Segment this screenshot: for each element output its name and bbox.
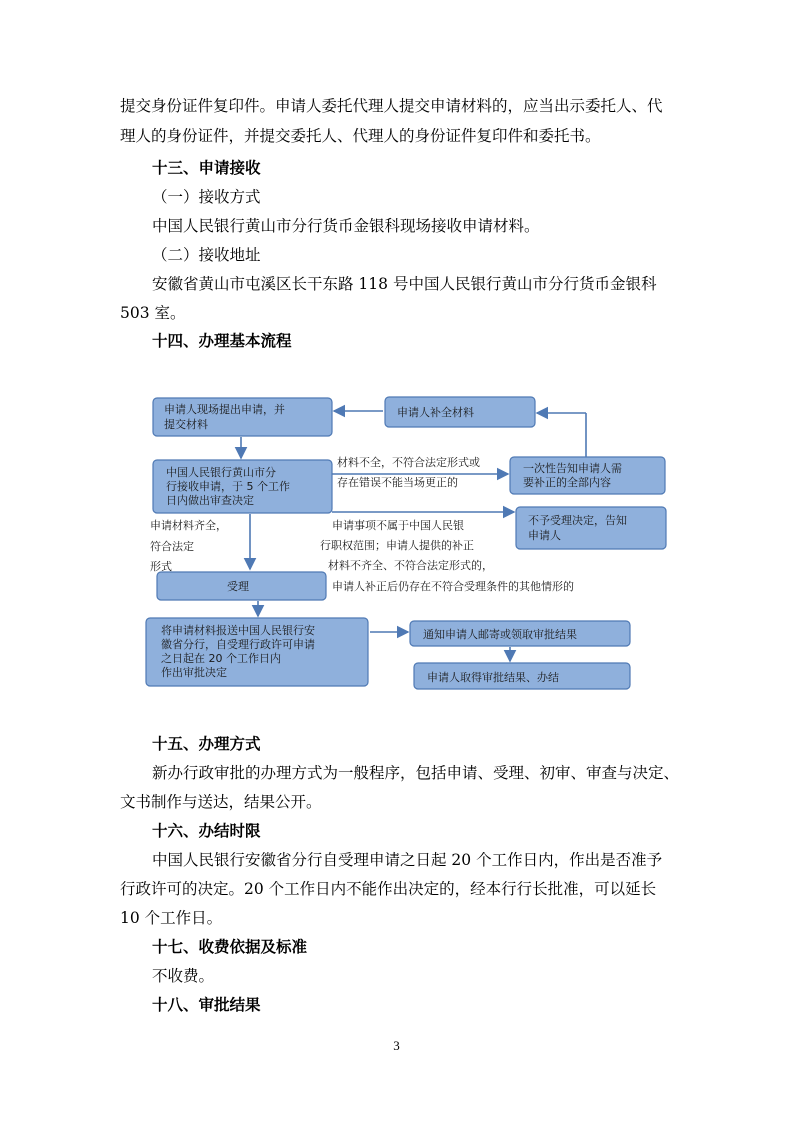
section-14-title: 十四、办理基本流程 xyxy=(152,332,292,350)
box-reject-decision-text-1: 不予受理决定，告知 xyxy=(528,514,627,527)
box-accept-text: 受理 xyxy=(227,580,249,593)
label-complete-2: 符合法定 xyxy=(150,540,194,553)
box-obtain-result-text: 申请人取得审批结果、办结 xyxy=(427,671,559,684)
box-submit-provincial-text-2: 徽省分行，自受理行政许可申请 xyxy=(161,638,315,651)
section-17-title: 十七、收费依据及标准 xyxy=(152,938,308,956)
label-not-belong-1: 申请事项不属于中国人民银 xyxy=(332,519,464,532)
section-18-title: 十八、审批结果 xyxy=(152,996,261,1014)
box-submit-provincial-text-3: 之日起在 20 个工作日内 xyxy=(161,652,281,665)
section-13-title: 十三、申请接收 xyxy=(152,159,261,177)
box-submit-application-text-2: 提交材料 xyxy=(164,418,208,431)
body-line-1: 提交身份证件复印件。申请人委托代理人提交申请材料的，应当出示委托人、代 xyxy=(120,97,663,115)
section-15-p1: 新办行政审批的办理方式为一般程序，包括申请、受理、初审、审查与决定、 xyxy=(152,764,680,782)
section-13-p2b: 503 室。 xyxy=(120,304,186,322)
page-number: 3 xyxy=(393,1038,400,1053)
section-16-p3: 10 个工作日。 xyxy=(120,909,223,927)
section-13-sub1: （一）接收方式 xyxy=(152,188,261,206)
label-incomplete-1: 材料不全，不符合法定形式或 xyxy=(337,456,480,469)
label-not-belong-3: 材料不齐全、不符合法定形式的， xyxy=(328,559,493,572)
box-inform-result-text: 通知申请人邮寄或领取审批结果 xyxy=(423,628,577,641)
box-receive-review-text-2: 行接收申请，于 5 个工作 xyxy=(166,480,290,493)
section-13-sub2: （二）接收地址 xyxy=(152,246,261,264)
label-incomplete-2: 存在错误不能当场更正的 xyxy=(337,476,458,489)
box-receive-review-text-3: 日内做出审查决定 xyxy=(166,494,254,507)
section-15-title: 十五、办理方式 xyxy=(152,735,261,753)
box-notify-corrections-text-1: 一次性告知申请人需 xyxy=(523,462,622,475)
label-not-belong-4: 申请人补正后仍存在不符合受理条件的其他情形的 xyxy=(332,580,574,593)
box-receive-review-text-1: 中国人民银行黄山市分 xyxy=(166,466,276,479)
section-16-p1: 中国人民银行安徽省分行自受理申请之日起 20 个工作日内，作出是否准予 xyxy=(152,851,663,869)
label-complete-1: 申请材料齐全， xyxy=(150,519,227,532)
box-submit-provincial-text-4: 作出审批决定 xyxy=(161,666,227,679)
section-13-p1: 中国人民银行黄山市分行货币金银科现场接收申请材料。 xyxy=(152,217,540,235)
box-supplement-materials-text: 申请人补全材料 xyxy=(397,406,474,419)
label-not-belong-2: 行职权范围；申请人提供的补正 xyxy=(320,539,474,552)
body-line-2: 理人的身份证件，并提交委托人、代理人的身份证件复印件和委托书。 xyxy=(120,127,601,145)
box-reject-decision-text-2: 申请人 xyxy=(528,529,561,542)
section-16-p2: 行政许可的决定。20 个工作日内不能作出决定的，经本行行长批准，可以延长 xyxy=(120,880,657,898)
section-15-p2: 文书制作与送达，结果公开。 xyxy=(120,793,322,811)
section-17-p1: 不收费。 xyxy=(152,967,215,985)
box-notify-corrections-text-2: 要补正的全部内容 xyxy=(523,476,611,489)
section-16-title: 十六、办结时限 xyxy=(152,822,261,840)
box-submit-application-text-1: 申请人现场提出申请，并 xyxy=(164,403,285,416)
box-submit-provincial-text-1: 将申请材料报送中国人民银行安 xyxy=(161,624,315,637)
label-complete-3: 形式 xyxy=(150,560,172,573)
section-13-p2a: 安徽省黄山市屯溪区长干东路 118 号中国人民银行黄山市分行货币金银科 xyxy=(152,275,657,293)
